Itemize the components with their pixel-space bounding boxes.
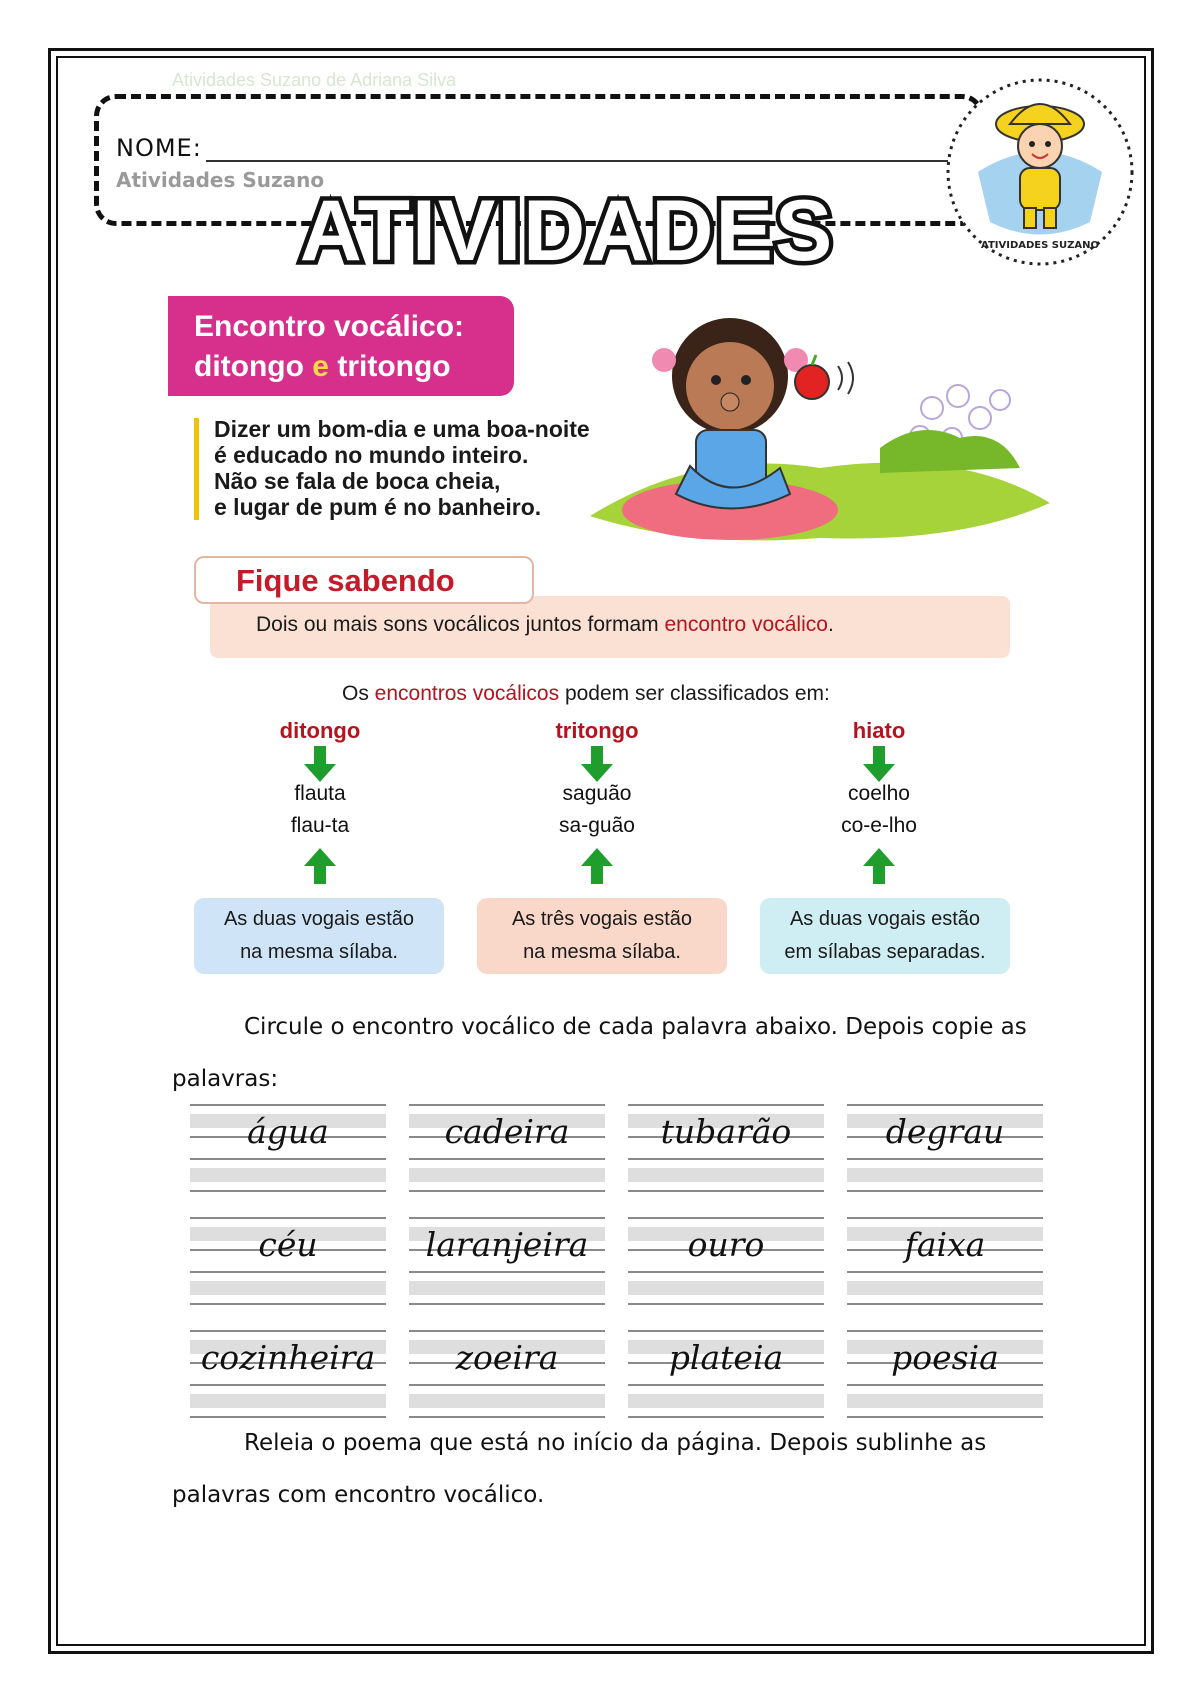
example-split-ditongo: flau-ta: [290, 814, 350, 837]
word-cell[interactable]: [409, 1104, 605, 1204]
column-title-hiato: hiato: [852, 718, 906, 743]
arrow-up-icon: [859, 848, 899, 884]
rule-line: As duas vogais estão: [789, 908, 981, 930]
fique-text-highlight: encontro vocálico: [664, 613, 828, 636]
instruction-1-line1: Circule o encontro vocálico de cada palavra abaixo. Depois copie as: [244, 1014, 1027, 1040]
name-label: NOME:: [116, 134, 202, 162]
arrow-down-icon: [300, 746, 340, 782]
instruction-2-line1: Releia o poema que está no início da página. Depois sublinhe as: [244, 1430, 987, 1456]
cursive-word: ouro: [687, 1225, 765, 1264]
instruction-1-line2: palavras:: [172, 1066, 279, 1092]
word-cell[interactable]: [628, 1104, 824, 1204]
classif-text-a: Os: [342, 682, 375, 705]
classif-highlight: encontros vocálicos: [374, 682, 560, 705]
example-split-tritongo: sa-guão: [559, 814, 635, 837]
word-cell[interactable]: [409, 1217, 605, 1317]
poem-line: Dizer um bom-dia e uma boa-noite: [214, 416, 590, 442]
word-cell[interactable]: [628, 1217, 824, 1317]
cursive-word: cozinheira: [200, 1338, 376, 1377]
example-split-hiato: co-e-lho: [841, 814, 917, 837]
banner-ditongo: ditongo: [194, 350, 304, 383]
classification-intro: [342, 682, 830, 706]
banner-tritongo: tritongo: [337, 350, 451, 383]
watermark: Atividades Suzano de Adriana Silva: [172, 70, 457, 90]
rule-box-tritongo: [477, 898, 727, 974]
cursive-word: tubarão: [660, 1112, 792, 1151]
poem-line: e lugar de pum é no banheiro.: [214, 494, 542, 520]
girl-eating-apple-illustration: [580, 298, 1060, 560]
fique-text-a: Dois ou mais sons vocálicos juntos formam: [256, 613, 665, 636]
rule-line: na mesma sílaba.: [240, 941, 398, 963]
example-word-tritongo: saguão: [562, 782, 632, 805]
banner-line1: Encontro vocálico:: [194, 310, 465, 343]
arrow-down-icon: [859, 746, 899, 782]
cursive-word: poesia: [891, 1338, 999, 1377]
header-subtitle: Atividades Suzano: [116, 168, 325, 192]
example-word-hiato: coelho: [848, 782, 910, 805]
arrow-up-icon: [577, 848, 617, 884]
cursive-word: degrau: [885, 1112, 1005, 1151]
rule-line: em sílabas separadas.: [784, 941, 986, 963]
name-input-line[interactable]: [206, 160, 948, 162]
rule-box-hiato: [760, 898, 1010, 974]
fique-sabendo-box: [210, 596, 1010, 658]
logo: [940, 72, 1140, 272]
fique-sabendo-label-text: Fique sabendo: [236, 563, 455, 598]
instruction-2-line2: palavras com encontro vocálico.: [172, 1482, 545, 1508]
banner-line2: [194, 350, 451, 384]
page-title-text: ATIVIDADES: [299, 184, 835, 279]
logo-text: ATIVIDADES SUZANO: [980, 240, 1100, 251]
cursive-word: céu: [258, 1225, 318, 1264]
cursive-word: zoeira: [455, 1338, 559, 1377]
column-title-tritongo: tritongo: [555, 718, 639, 743]
rule-line: As duas vogais estão: [223, 908, 415, 930]
word-cell[interactable]: [847, 1104, 1043, 1204]
word-cell[interactable]: [190, 1217, 386, 1317]
cursive-word: cadeira: [444, 1112, 570, 1151]
fique-sabendo-label: [194, 556, 534, 604]
word-cell[interactable]: [847, 1217, 1043, 1317]
word-cell[interactable]: [628, 1330, 824, 1430]
cursive-word: laranjeira: [425, 1225, 589, 1264]
rule-box-ditongo: [194, 898, 444, 974]
arrow-up-icon: [300, 848, 340, 884]
banner-e: e: [312, 350, 329, 383]
rule-line: na mesma sílaba.: [523, 941, 681, 963]
page-title: [262, 184, 872, 280]
word-cell[interactable]: [190, 1104, 386, 1204]
poem-accent-bar: [194, 418, 199, 520]
arrow-down-icon: [577, 746, 617, 782]
cursive-word: água: [247, 1112, 329, 1151]
rule-line: As três vogais estão: [511, 908, 693, 930]
column-title-ditongo: ditongo: [279, 718, 361, 743]
classif-text-c: podem ser classificados em:: [559, 682, 830, 705]
fique-sabendo-text: [256, 613, 834, 637]
poem-line: é educado no mundo inteiro.: [214, 442, 529, 468]
cursive-word: faixa: [904, 1225, 986, 1264]
word-cell[interactable]: [409, 1330, 605, 1430]
word-cell[interactable]: [190, 1330, 386, 1430]
poem-line: Não se fala de boca cheia,: [214, 468, 501, 494]
word-cell[interactable]: [847, 1330, 1043, 1430]
example-word-ditongo: flauta: [294, 782, 346, 805]
cursive-word: plateia: [668, 1338, 784, 1377]
poem: [214, 416, 590, 520]
fique-text-end: .: [827, 613, 834, 636]
